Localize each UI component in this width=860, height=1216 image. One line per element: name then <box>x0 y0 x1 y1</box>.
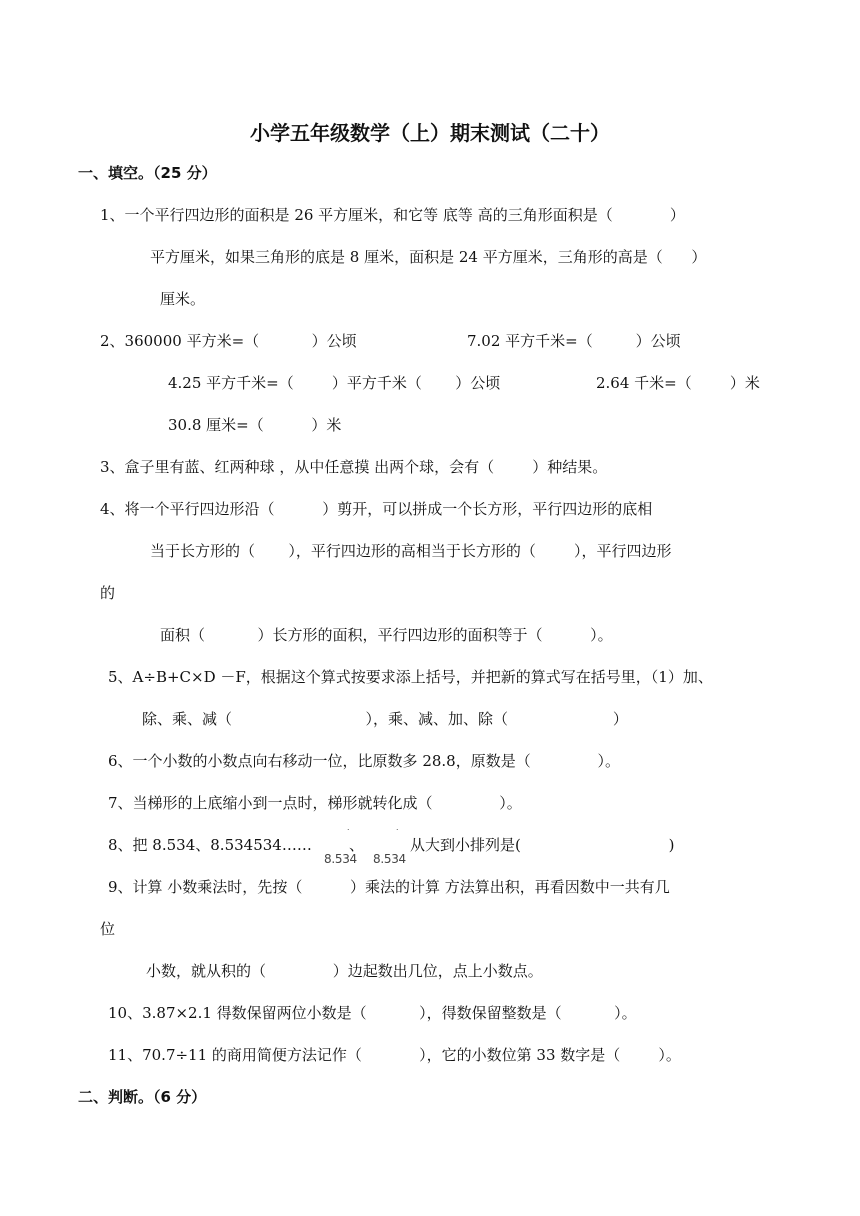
question-4-line-2: 当于长方形的（ ），平行四边形的高相当于长方形的（ ），平行四边形 <box>150 542 672 560</box>
question-4-line-3: 的 <box>100 584 116 602</box>
question-5-line-2: 除、乘、减（ ），乘、减、加、除（ ） <box>142 710 628 728</box>
question-2-part-e: 30.8 厘米=（ ）米 <box>168 416 342 434</box>
question-9-line-2: 位 <box>100 920 116 938</box>
repeat-dot: ˙ <box>395 829 400 839</box>
repeat-dot: ˙ <box>346 829 351 839</box>
question-1-line-2: 平方厘米，如果三角形的底是 8 厘米，面积是 24 平方厘米，三角形的高是（ ） <box>150 248 707 266</box>
question-2-part-a: 2、360000 平方米=（ ）公顷 <box>100 332 357 350</box>
question-2-part-c: 4.25 平方千米=（ ）平方千米（ ）公顷 <box>168 374 501 392</box>
question-1-line-1: 1、一个平行四边形的面积是 26 平方厘米，和它等 底等 高的三角形面积是（ ） <box>100 206 685 224</box>
question-4-line-1: 4、将一个平行四边形沿（ ）剪开，可以拼成一个长方形，平行四边形的底相 <box>100 500 653 518</box>
question-8-end: 从大到小排列是( ) <box>410 836 675 854</box>
question-9-line-1: 9、计算 小数乘法时，先按（ ）乘法的计算 方法算出积，再看因数中一共有几 <box>108 878 670 896</box>
repeating-decimal-2 <box>366 829 406 866</box>
question-4-line-4: 面积（ ）长方形的面积，平行四边形的面积等于（ ）。 <box>160 626 613 644</box>
question-8-start: 8、把 8.534、8.534534…… <box>108 836 312 854</box>
question-11: 11、70.7÷11 的商用简便方法记作（ ），它的小数位第 33 数字是（ ）。 <box>108 1046 681 1064</box>
question-10: 10、3.87×2.1 得数保留两位小数是（ ），得数保留整数是（ ）。 <box>108 1004 637 1022</box>
question-2-part-b: 7.02 平方千米=（ ）公顷 <box>467 332 681 350</box>
section-1-heading: 一、填空。（25 分） <box>78 164 217 182</box>
question-1-line-3: 厘米。 <box>160 290 206 308</box>
repeating-decimal-2-text: 8.534 <box>373 852 406 866</box>
question-7: 7、当梯形的上底缩小到一点时，梯形就转化成（ ）。 <box>108 794 522 812</box>
repeating-decimal-1-text: 8.534 <box>324 852 357 866</box>
question-8-separator: 、 <box>349 836 365 854</box>
question-2-part-d: 2.64 千米=（ ）米 <box>596 374 760 392</box>
question-6: 6、一个小数的小数点向右移动一位，比原数多 28.8，原数是（ ）。 <box>108 752 620 770</box>
page-title: 小学五年级数学（上）期末测试（二十） <box>250 121 610 145</box>
question-9-line-3: 小数，就从积的（ ）边起数出几位，点上小数点。 <box>146 962 543 980</box>
section-2-heading: 二、判断。（6 分） <box>78 1088 207 1106</box>
question-5-line-1: 5、A÷B+C×D －F，根据这个算式按要求添上括号，并把新的算式写在括号里，（1）加、 <box>108 668 713 686</box>
question-3: 3、盒子里有蓝、红两种球 ，从中任意摸 出两个球，会有（ ）种结果。 <box>100 458 608 476</box>
